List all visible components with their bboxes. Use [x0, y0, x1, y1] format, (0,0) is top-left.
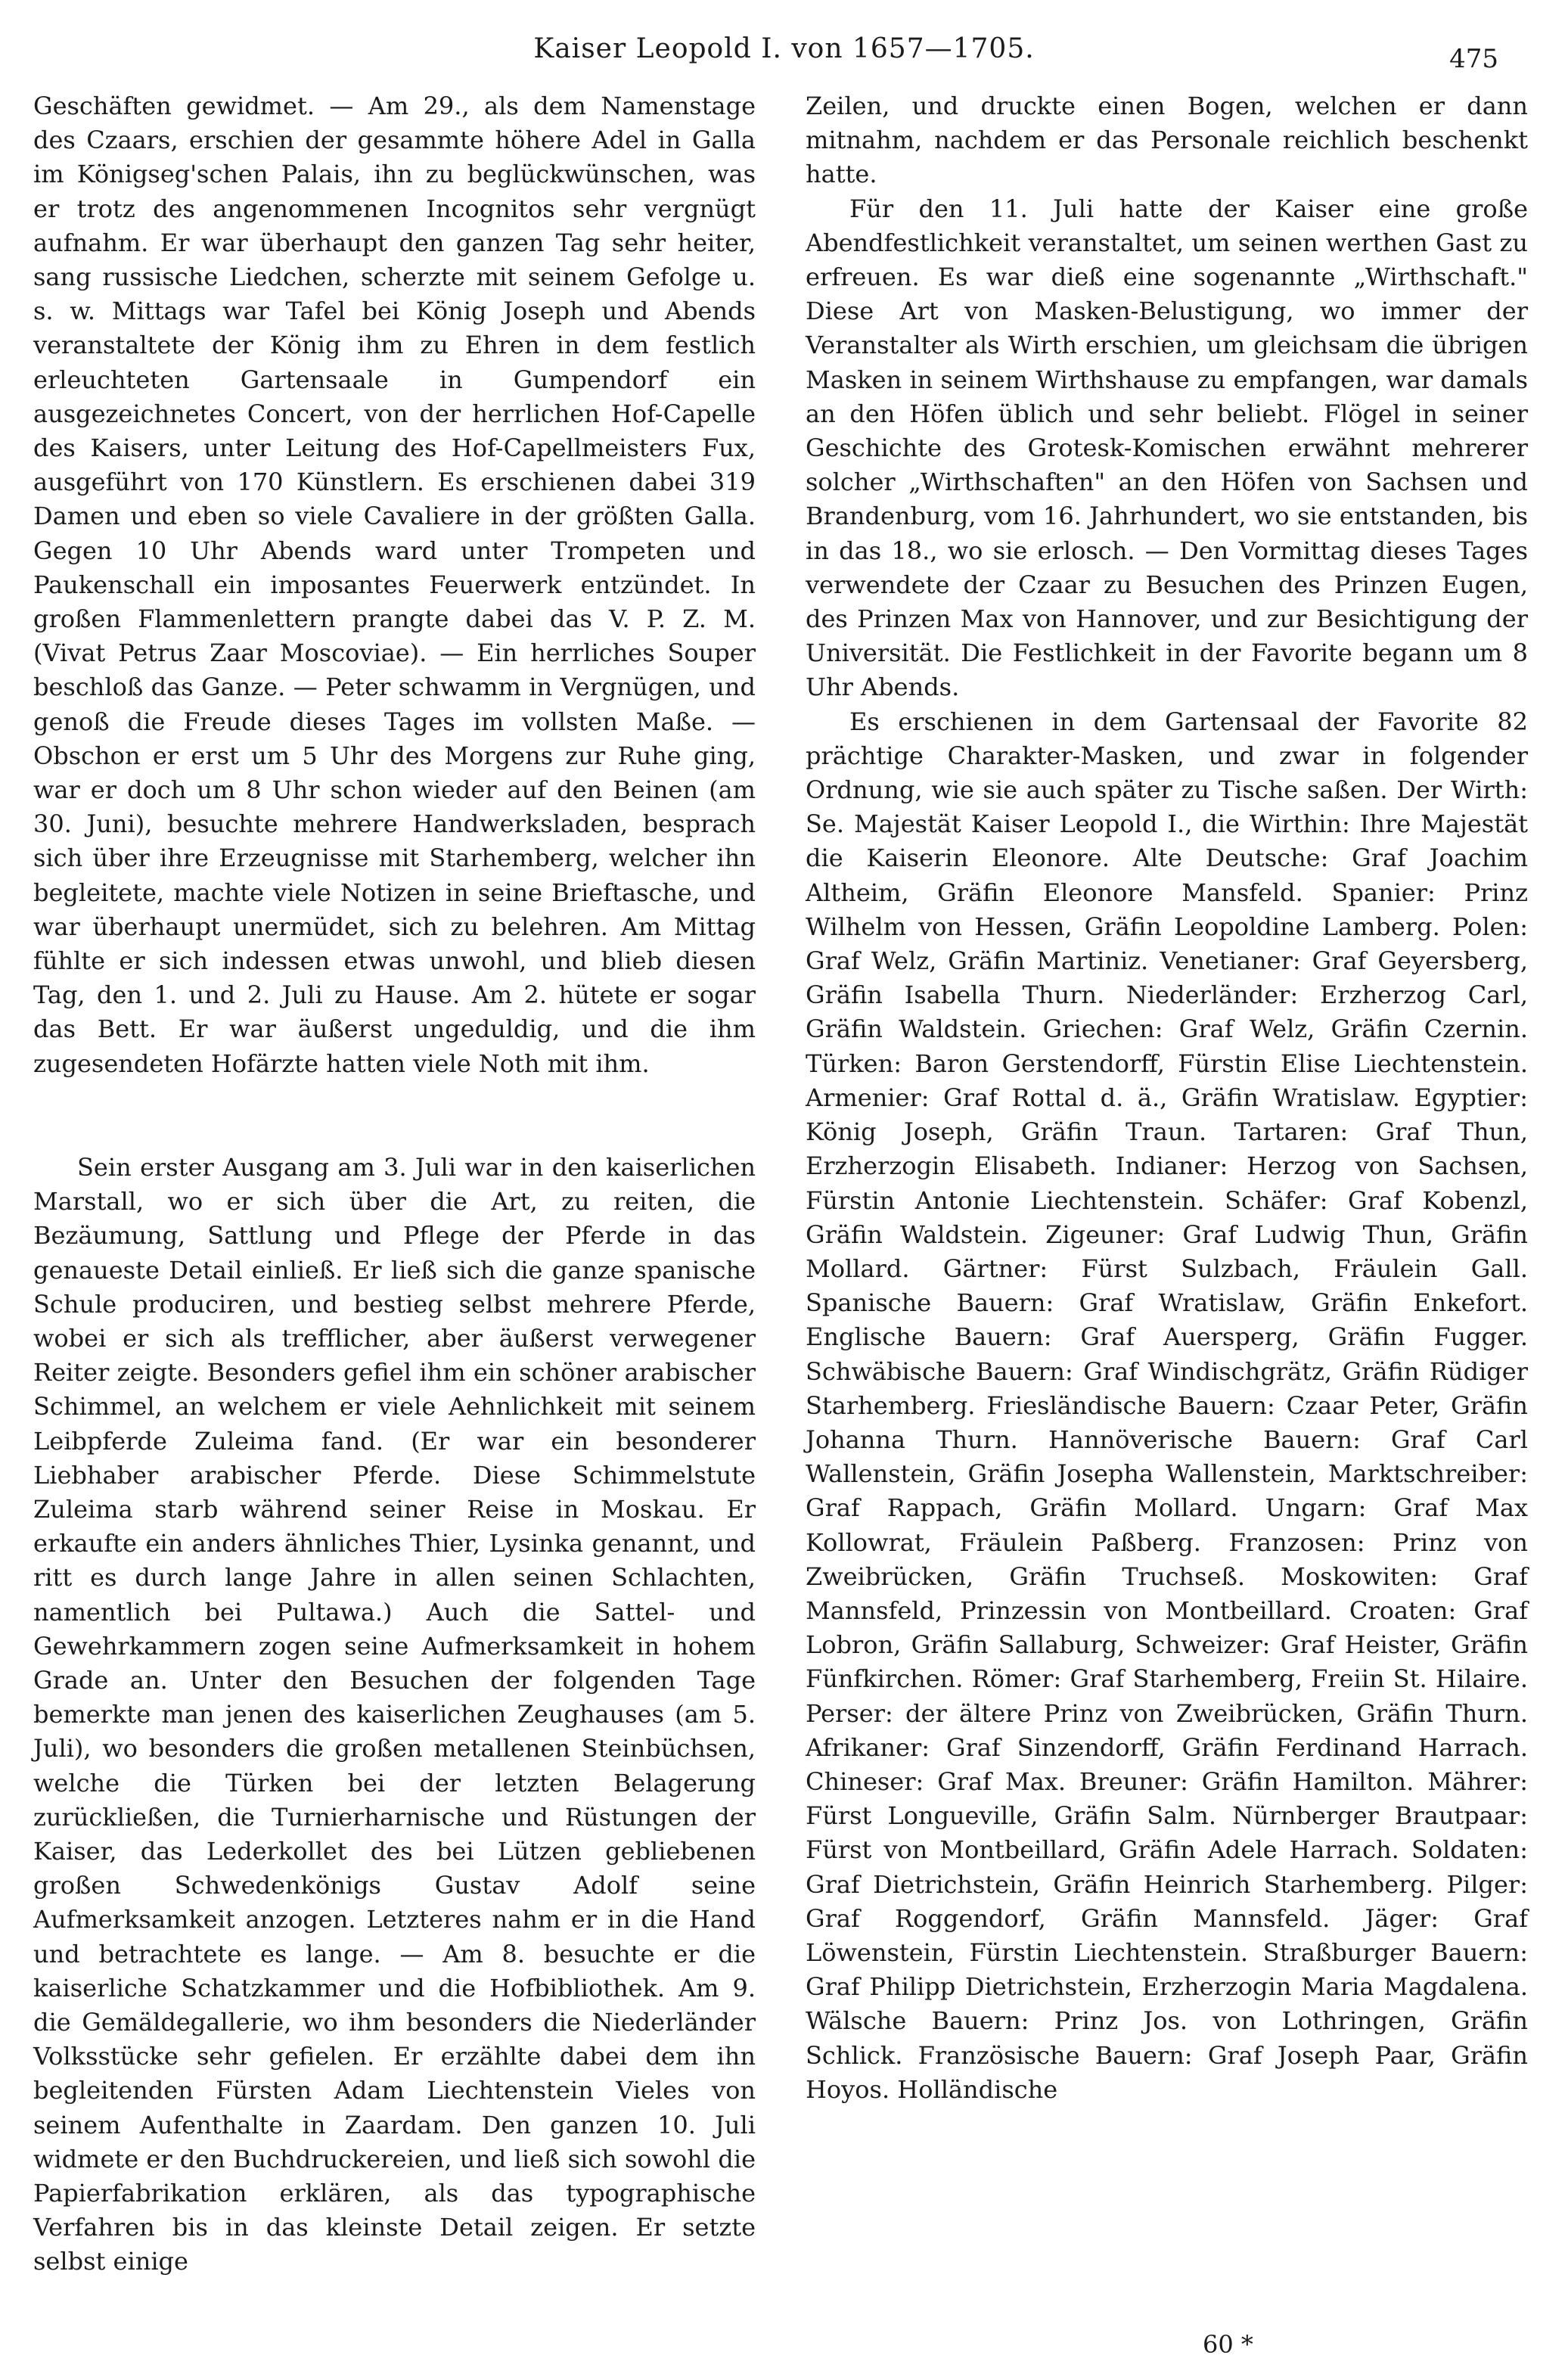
right-column	[806, 89, 1528, 2107]
signature-mark: 60 *	[1203, 2330, 1253, 2359]
right-paragraph-1: Zeilen, und druckte einen Bogen, welchen er dann mitnahm, nachdem er das Personale reichlich beschenkt hatte.	[806, 92, 1528, 189]
left-paragraph-1: Geschäften gewidmet. — Am 29., als dem Namenstage des Czaars, erschien der gesammte höhere Adel in Galla im Königseg'schen Palais, ihn zu beglückwünschen, was er trotz des angenommenen Incognitos sehr vergnügt aufnahm. Er war überhaupt den ganzen Tag sehr heiter, sang russische Liedchen, scherzte mit seinem Gefolge u. s. w. Mittags war Tafel bei König Joseph und Abends veranstaltete der König ihm zu Ehren in dem festlich erleuchteten Gartensaale in Gumpendorf ein ausgezeichnetes Concert, von der herrlichen Hof-Capelle des Kaisers, unter Leitung des Hof-Capellmeisters Fux, ausgeführt von 170 Künstlern. Es erschienen dabei 319 Damen und eben so viele Cavaliere in der größten Galla. Gegen 10 Uhr Abends ward unter Trompeten und Paukenschall ein imposantes Feuerwerk entzündet. In großen Flammenlettern prangte dabei das V. P. Z. M. (Vivat Petrus Zaar Moscoviae). — Ein herrliches Souper beschloß das Ganze. — Peter schwamm in Vergnügen, und genoß die Freude dieses Tages im vollsten Maße. — Obschon er erst um 5 Uhr des Morgens zur Ruhe ging, war er doch um 8 Uhr schon wieder auf den Beinen (am 30. Juni), besuchte mehrere Handwerksladen, besprach sich über ihre Erzeugnisse mit Starhemberg, welcher ihn begleitete, machte viele Notizen in seine Brieftasche, und war überhaupt unermüdet, sich zu belehren. Am Mittag fühlte er sich indessen etwas unwohl, und blieb diesen Tag, den 1. und 2. Juli zu Hause. Am 2. hütete er sogar das Bett. Er war äußerst ungeduldig, und die ihm zugesendeten Hofärzte hatten viele Noth mit ihm.	[33, 92, 756, 1078]
running-title: Kaiser Leopold I. von 1657—1705.	[533, 33, 1035, 64]
right-paragraph-2: Für den 11. Juli hatte der Kaiser eine große Abendfestlichkeit veranstaltet, um seinen werthen Gast zu erfreuen. Es war dieß eine sogenannte „Wirthschaft." Diese Art von Masken-Belustigung, wo immer der Veranstalter als Wirth erschien, um gleichsam die übrigen Masken in seinem Wirthshause zu empfangen, war damals an den Höfen üblich und sehr beliebt. Flögel in seiner Geschichte des Grotesk-Komischen erwähnt mehrerer solcher „Wirthschaften" an den Höfen von Sachsen und Brandenburg, vom 16. Jahrhundert, wo sie entstanden, bis in das 18., wo sie erlosch. — Den Vormittag dieses Tages verwendete der Czaar zu Besuchen des Prinzen Eugen, des Prinzen Max von Hannover, und zur Besichtigung der Universität. Die Festlichkeit in der Favorite begann um 8 Uhr Abends.	[806, 194, 1528, 702]
page-header	[0, 33, 1568, 79]
left-paragraph-2: Sein erster Ausgang am 3. Juli war in den kaiserlichen Marstall, wo er sich über die Art, zu reiten, die Bezäumung, Sattlung und Pflege der Pferde in das genaueste Detail einließ. Er ließ sich die ganze spanische Schule produciren, und bestieg selbst mehrere Pferde, wobei er sich als trefflicher, aber äußerst verwegener Reiter zeigte. Besonders gefiel ihm ein schöner arabischer Schimmel, an welchem er viele Aehnlichkeit mit seinem Leibpferde Zuleima fand. (Er war ein besonderer Liebhaber arabischer Pferde. Diese Schimmelstute Zuleima starb während seiner Reise in Moskau. Er erkaufte ein anders ähnliches Thier, Lysinka genannt, und ritt es durch lange Jahre in allen seinen Schlachten, namentlich bei Pultawa.) Auch die Sattel- und Gewehrkammern zogen seine Aufmerksamkeit in hohem Grade an. Unter den Besuchen der folgenden Tage bemerkte man jenen des kaiserlichen Zeughauses (am 5. Juli), wo besonders die großen metallenen Steinbüchsen, welche die Türken bei der letzten Belagerung zurückließen, die Turnierharnische und Rüstungen der Kaiser, das Lederkollet des bei Lützen gebliebenen großen Schwedenkönigs Gustav Adolf seine Aufmerksamkeit anzogen. Letzteres nahm er in die Hand und betrachtete es lange. — Am 8. besuchte er die kaiserliche Schatzkammer und die Hofbibliothek. Am 9. die Gemäldegallerie, wo ihm besonders die Niederländer Volksstücke sehr gefielen. Er erzählte dabei dem ihn begleitenden Fürsten Adam Liechtenstein Vieles von seinem Aufenthalte in Zaardam. Den ganzen 10. Juli widmete er den Buchdruckereien, und ließ sich sowohl die Papierfabrikation erklären, als das typographische Verfahren bis in das kleinste Detail zeigen. Er setzte selbst einige	[33, 1152, 756, 2276]
left-column	[33, 89, 756, 2279]
right-paragraph-3: Es erschienen in dem Gartensaal der Favorite 82 prächtige Charakter-Masken, und zwar in folgender Ordnung, wie sie auch später zu Tische saßen. Der Wirth: Se. Majestät Kaiser Leopold I., die Wirthin: Ihre Majestät die Kaiserin Eleonore. Alte Deutsche: Graf Joachim Altheim, Gräfin Eleonore Mansfeld. Spanier: Prinz Wilhelm von Hessen, Gräfin Leopoldine Lamberg. Polen: Graf Welz, Gräfin Martiniz. Venetianer: Graf Geyersberg, Gräfin Isabella Thurn. Niederländer: Erzherzog Carl, Gräfin Waldstein. Griechen: Graf Welz, Gräfin Czernin. Türken: Baron Gerstendorff, Fürstin Elise Liechtenstein. Armenier: Graf Rottal d. ä., Gräfin Wratislaw. Egyptier: König Joseph, Gräfin Traun. Tartaren: Graf Thun, Erzherzogin Elisabeth. Indianer: Herzog von Sachsen, Fürstin Antonie Liechtenstein. Schäfer: Graf Kobenzl, Gräfin Waldstein. Zigeuner: Graf Ludwig Thun, Gräfin Mollard. Gärtner: Fürst Sulzbach, Fräulein Gall. Spanische Bauern: Graf Wratislaw, Gräfin Enkefort. Englische Bauern: Graf Auersperg, Gräfin Fugger. Schwäbische Bauern: Graf Windischgrätz, Gräfin Rüdiger Starhemberg. Friesländische Bauern: Czaar Peter, Gräfin Johanna Thurn. Hannöverische Bauern: Graf Carl Wallenstein, Gräfin Josepha Wallenstein, Marktschreiber: Graf Rappach, Gräfin Mollard. Ungarn: Graf Max Kollowrat, Fräulein Paßberg. Franzosen: Prinz von Zweibrücken, Gräfin Truchseß. Moskowiten: Graf Mannsfeld, Prinzessin von Montbeillard. Croaten: Graf Lobron, Gräfin Sallaburg, Schweizer: Graf Heister, Gräfin Fünfkirchen. Römer: Graf Starhemberg, Freiin St. Hilaire. Perser: der ältere Prinz von Zweibrücken, Gräfin Thurn. Afrikaner: Graf Sinzendorff, Gräfin Ferdinand Harrach. Chineser: Graf Max. Breuner: Gräfin Hamilton. Mährer: Fürst Longueville, Gräfin Salm. Nürnberger Brautpaar: Fürst von Montbeillard, Gräfin Adele Harrach. Soldaten: Graf Dietrichstein, Gräfin Heinrich Starhemberg. Pilger: Graf Roggendorf, Gräfin Mannsfeld. Jäger: Graf Löwenstein, Fürstin Liechtenstein. Straßburger Bauern: Graf Philipp Dietrichstein, Erzherzogin Maria Magdalena. Wälsche Bauern: Prinz Jos. von Lothringen, Gräfin Schlick. Französische Bauern: Graf Joseph Paar, Gräfin Hoyos. Holländische	[806, 707, 1528, 2104]
page-number: 475	[1449, 44, 1498, 74]
